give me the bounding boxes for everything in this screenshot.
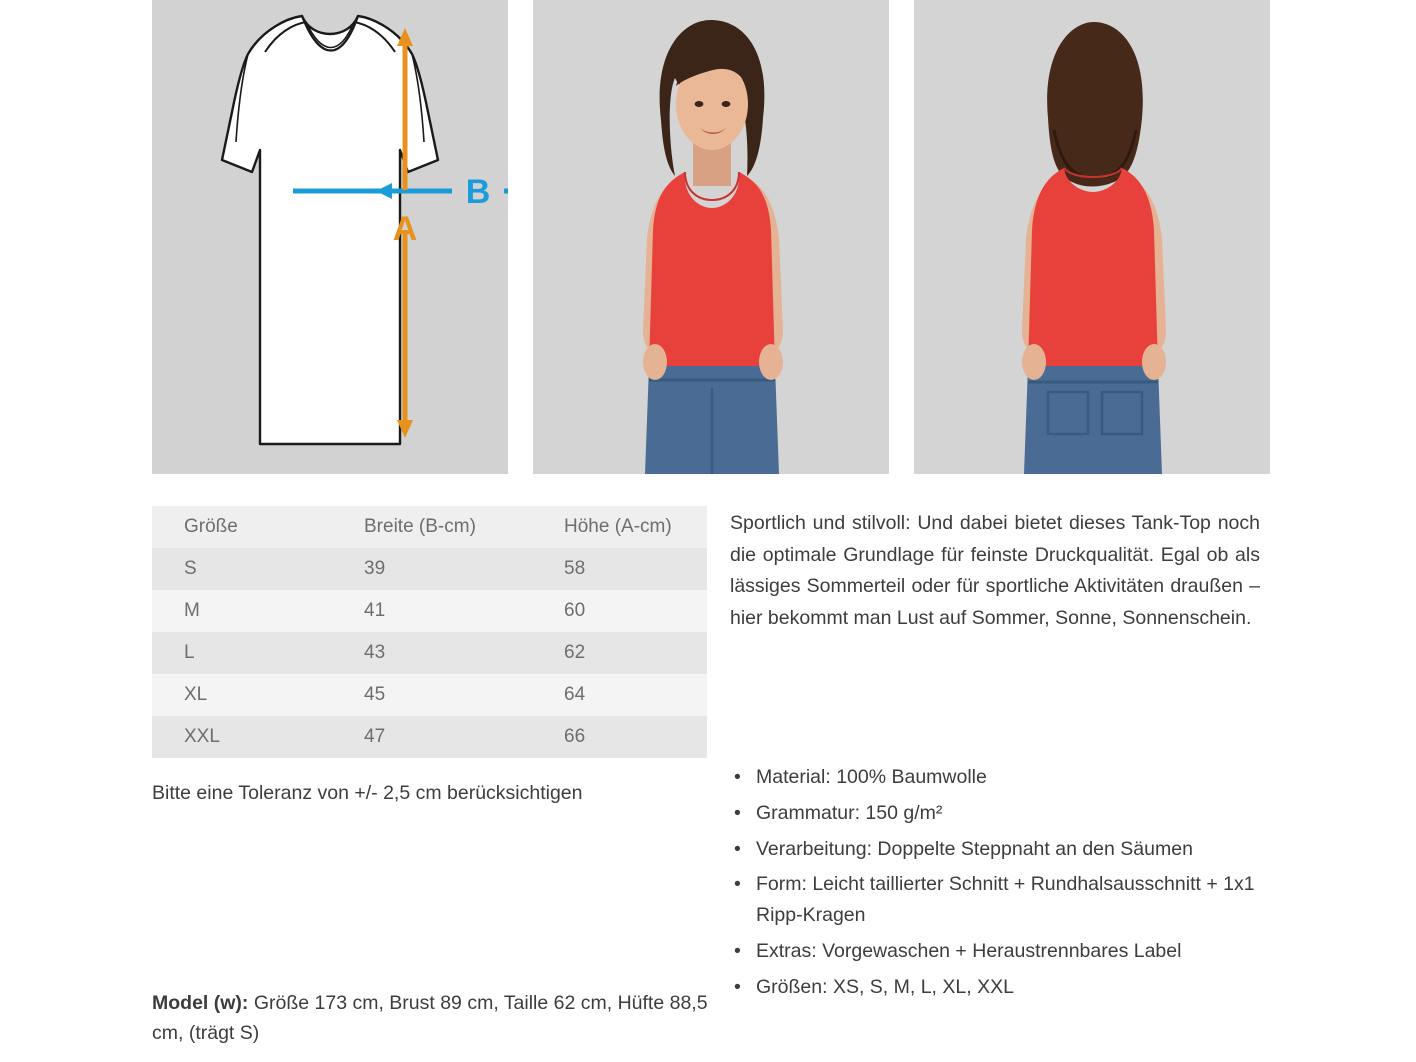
table-row bbox=[152, 632, 707, 674]
table-cell-width: 41 bbox=[364, 600, 386, 621]
list-item: • Extras: Vorgewaschen + Heraustrennbares Label bbox=[730, 936, 1270, 967]
measurement-diagram-panel bbox=[152, 0, 508, 474]
list-item: • Form: Leicht taillierter Schnitt + Rundhalsausschnitt + 1x1 Ripp-Kragen bbox=[730, 869, 1270, 931]
model-back-photo bbox=[914, 0, 1270, 474]
table-cell-size: M bbox=[184, 600, 200, 621]
table-cell-width: 47 bbox=[364, 726, 386, 747]
table-header-cell: Größe bbox=[184, 516, 238, 537]
width-label: B bbox=[465, 173, 491, 211]
table-cell-size: L bbox=[184, 642, 195, 663]
product-image-row bbox=[152, 0, 1272, 474]
table-row bbox=[152, 716, 707, 758]
table-row bbox=[152, 674, 707, 716]
tolerance-note: Bitte eine Toleranz von +/- 2,5 cm berücksichtigen bbox=[152, 782, 583, 804]
table-cell-height: 62 bbox=[564, 642, 586, 663]
tanktop-measure-diagram bbox=[152, 0, 508, 474]
table-row bbox=[152, 590, 707, 632]
table-row bbox=[152, 548, 707, 590]
list-item: • Grammatur: 150 g/m² bbox=[730, 798, 1270, 829]
table-cell-width: 39 bbox=[364, 558, 386, 579]
model-back-illustration bbox=[914, 0, 1270, 474]
table-header-cell: Höhe (A-cm) bbox=[564, 516, 672, 537]
list-item: • Größen: XS, S, M, L, XL, XXL bbox=[730, 972, 1270, 1003]
model-label: Model (w): bbox=[152, 992, 249, 1014]
table-header-cell: Breite (B-cm) bbox=[364, 516, 476, 537]
height-label: A bbox=[392, 210, 418, 248]
table-cell-size: XXL bbox=[184, 726, 220, 747]
table-cell-size: XL bbox=[184, 684, 208, 705]
table-cell-height: 58 bbox=[564, 558, 586, 579]
table-cell-width: 43 bbox=[364, 642, 386, 663]
table-header-row bbox=[152, 506, 707, 548]
model-front-illustration bbox=[533, 0, 889, 474]
model-measurements-note bbox=[152, 988, 712, 1048]
table-cell-size: S bbox=[184, 558, 197, 579]
model-front-photo bbox=[533, 0, 889, 474]
list-item: • Material: 100% Baumwolle bbox=[730, 762, 1270, 793]
product-features-list bbox=[730, 762, 1270, 1008]
table-cell-width: 45 bbox=[364, 684, 386, 705]
model-measurements-text: Größe 173 cm, Brust 89 cm, Taille 62 cm, Hüfte 88,5 cm, (trägt S) bbox=[152, 992, 708, 1045]
table-cell-height: 66 bbox=[564, 726, 586, 747]
table-cell-height: 60 bbox=[564, 600, 586, 621]
list-item: • Verarbeitung: Doppelte Steppnaht an den Säumen bbox=[730, 834, 1270, 865]
table-cell-height: 64 bbox=[564, 684, 586, 705]
size-chart-table bbox=[152, 506, 707, 758]
product-description: Sportlich und stilvoll: Und dabei bietet dieses Tank-Top noch die optimale Grundlage für feinste Druckqualität. Egal ob als lässiges Sommerteil oder für sportliche Aktivitäten draußen – hier bekommt man Lust auf Sommer, Sonne, Sonnenschein. bbox=[730, 512, 1260, 629]
